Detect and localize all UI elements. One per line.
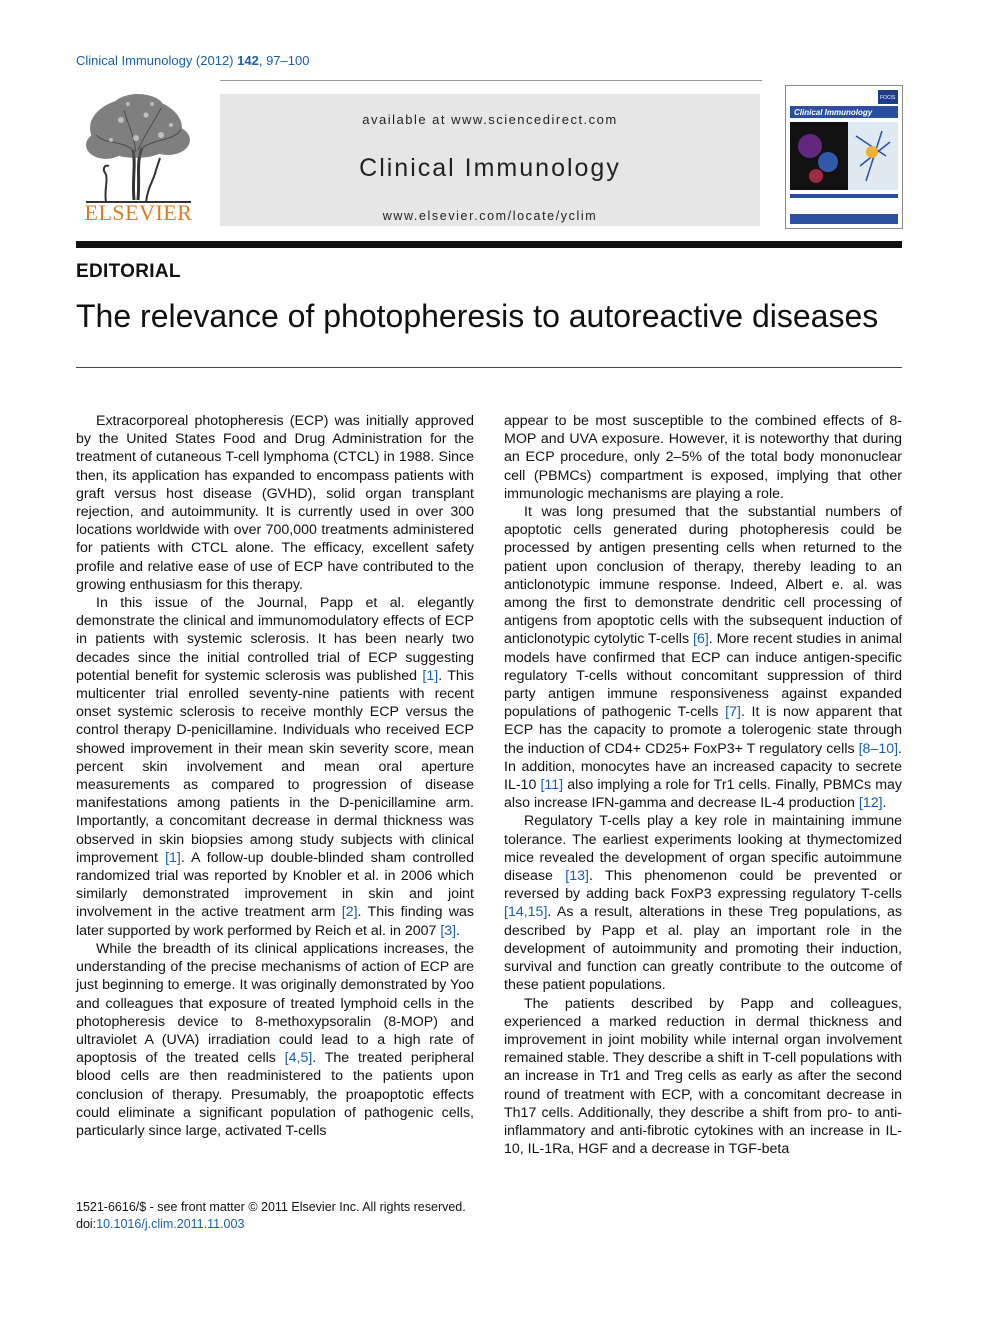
doi-link[interactable]: 10.1016/j.clim.2011.11.003 [96, 1216, 245, 1231]
journal-citation [76, 53, 309, 68]
paragraph-text: Regulatory T-cells play a key role in maintaining immune tolerance. The earliest experiments looking at thymectomized mice revealed the development of organ specific autoimmune disease [504, 813, 902, 885]
body-paragraph [504, 995, 902, 1159]
journal-url[interactable]: www.elsevier.com/locate/yclim [382, 209, 598, 223]
paragraph-text: While the breadth of its clinical applications increases, the understanding of the precise mechanisms of action of ECP are just beginning to emerge. It was originally demonstrated by Yoo and colleagues that exposure of treated lymphoid cells in the photopheresis device to 8-methoxypsoralin (8-MOP) and ultraviolet A (UVA) irradiation could lead to a high rate of apoptosis of the treated cells [76, 940, 474, 1067]
body-paragraph [504, 412, 902, 503]
paragraph-text: In this issue of the Journal, Papp et al. elegantly demonstrate the clinical and immunomodulatory effects of ECP in patients with systemic sclerosis. It has been nearly two decades since the initial controlled trial of ECP suggesting potential benefit for systemic sclerosis was published [76, 595, 474, 684]
reference-link[interactable]: [1] [165, 849, 181, 866]
doi-prefix: doi: [76, 1216, 97, 1231]
paragraph-text: . It is now apparent that ECP has the capacity to promote a tolerogenic state through the induction of CD4+ CD25+ FoxP3+ T regulatory cells [504, 704, 902, 757]
paragraph-text: . [456, 922, 461, 939]
article-section-label: EDITORIAL [76, 261, 181, 282]
reference-link[interactable]: [13] [565, 868, 589, 885]
paragraph-text: also implying a role for Tr1 cells. Finally, PBMCs may also increase IFN-gamma and decrease IL-4 production [504, 777, 902, 812]
paragraph-text: . This multicenter trial enrolled seventy-nine patients with recent onset systemic sclerosis to receive monthly ECP versus the control therapy D-penicillamine. Individuals who received ECP showed improvement in their mean skin severity score, mean percent skin involvement and mean oral aperture measurements as compared to progression of disease manifestations among patients in the D-penicillamine arm. Importantly, a concomitant decrease in dermal thickness was observed in skin biopsies among study subjects with clinical improvement [76, 667, 474, 866]
paragraph-text: . The treated peripheral blood cells are then readministered to the patients upon conclusion of therapy. Presumably, the proapoptotic effects could eliminate a significant population of pathogenic cells, particularly since large, activated T-cells [76, 1050, 474, 1139]
sciencedirect-availability: available at www.sciencedirect.com [362, 112, 618, 127]
masthead [76, 82, 902, 242]
body-paragraph [504, 812, 902, 994]
reference-link[interactable]: [8–10] [858, 740, 899, 757]
paragraph-text: . A follow-up double-blinded sham controlled randomized trial was reported by Knobler et al. in 2006 which similarly demonstrated improvement in skin and joint involvement in the active treatment arm [76, 849, 474, 921]
paragraph-text: . As a result, alterations in these Treg populations, as described by Papp et al. play an important role in the development of autoimmunity and promoting their induction, survival and function can greatly contribute to the outcome of these patient populations. [504, 904, 902, 994]
paragraph-text: Extracorporeal photopheresis (ECP) was initially approved by the United States Food and Drug Administration for the treatment of cutaneous T-cell lymphoma (CTCL) in 1988. Since then, its application has expanded to encompass patients with graft versus host disease (GVHD), solid organ transplant rejection, and autoimmunity. It is currently used in over 300 locations worldwide with over 700,000 treatments administered for patients with CTCL alone. The efficacy, excellent safety profile and relative ease of use of ECP have contributed to the growing enthusiasm for this therapy. [76, 413, 474, 593]
body-column-right [504, 412, 902, 1158]
reference-link[interactable]: [11] [540, 777, 564, 794]
body-paragraph [76, 940, 474, 1140]
paragraph-text: . This finding was later supported by work performed by Reich et al. in 2007 [76, 904, 475, 939]
reference-link[interactable]: [1] [422, 667, 439, 684]
reference-link[interactable]: [7] [725, 704, 741, 721]
header-top-rule [220, 80, 762, 81]
paragraph-text: . This phenomenon could be prevented or reversed by adding back FoxP3 expressing regulatory T-cells [504, 868, 903, 903]
citation-journal: Clinical Immunology (2012) [76, 53, 234, 68]
body-paragraph [76, 594, 474, 940]
cover-title: Clinical Immunology [794, 108, 873, 117]
reference-link[interactable]: [3] [440, 922, 457, 939]
journal-name: Clinical Immunology [359, 154, 621, 182]
doi-line [76, 1216, 466, 1233]
masthead-divider [76, 241, 902, 248]
copyright-line: 1521-6616/$ - see front matter © 2011 Elsevier Inc. All rights reserved. [76, 1200, 466, 1214]
paragraph-text: appear to be most susceptible to the combined effects of 8-MOP and UVA exposure. However, it is noteworthy that during an ECP procedure, only 2–5% of the total body mononuclear cell (PBMCs) compartment is exposed, implying that other immunologic mechanisms are playing a role. [504, 413, 902, 502]
body-column-left [76, 412, 474, 1140]
citation-pages: , 97–100 [258, 53, 310, 68]
cover-badge: FOCIS [880, 95, 896, 101]
journal-banner [220, 94, 760, 226]
paragraph-text: . More recent studies in animal models have confirmed that ECP can induce antigen-specific regulatory T-cells without concomitant suppression of third party antigen immune responsiveness against expanded populations of pathogenic T-cells [504, 631, 902, 721]
citation-volume: 142 [237, 53, 259, 68]
reference-link[interactable]: [4,5] [284, 1050, 313, 1067]
reference-link[interactable]: [14,15] [504, 904, 548, 921]
paragraph-text: It was long presumed that the substantial numbers of apoptotic cells generated during photopheresis could be processed by antigen presenting cells when returned to the patient upon conclusion of therapy, thereby leading to an anticlonotypic immune response. Indeed, Albert e. al. was among the first to demonstrate dendritic cell processing of antigens from apoptotic cells with the subsequent induction of anticlonotypic cytolytic T-cells [504, 504, 902, 648]
paragraph-text: . [882, 795, 887, 812]
reference-link[interactable]: [6] [693, 631, 709, 648]
body-paragraph [76, 412, 474, 594]
reference-link[interactable]: [12] [858, 795, 883, 812]
paragraph-text: . In addition, monocytes have an increased capacity to secrete IL-10 [504, 740, 902, 794]
reference-link[interactable]: [2] [341, 904, 358, 921]
elsevier-wordmark: ELSEVIER [84, 200, 193, 225]
article-footer [76, 1199, 466, 1232]
title-divider [76, 367, 902, 368]
article-title: The relevance of photopheresis to autoreactive diseases [76, 298, 879, 334]
body-paragraph [504, 503, 902, 812]
paragraph-text: The patients described by Papp and colleagues, experienced a marked reduction in dermal thickness and improvement in joint mobility while internal organ involvement remained stable. They describe a shift in T-cell populations with an increase in Tr1 and Treg cells as early as after the second round of treatment with ECP, with a concomitant decrease in Th17 cells. Additionally, they describe a shift from pro- to anti-inflammatory and anti-fibrotic cytokines with an increase in IL-10, IL-1Ra, HGF and a decrease in TGF-beta [504, 995, 902, 1158]
journal-cover-thumbnail [785, 85, 903, 229]
